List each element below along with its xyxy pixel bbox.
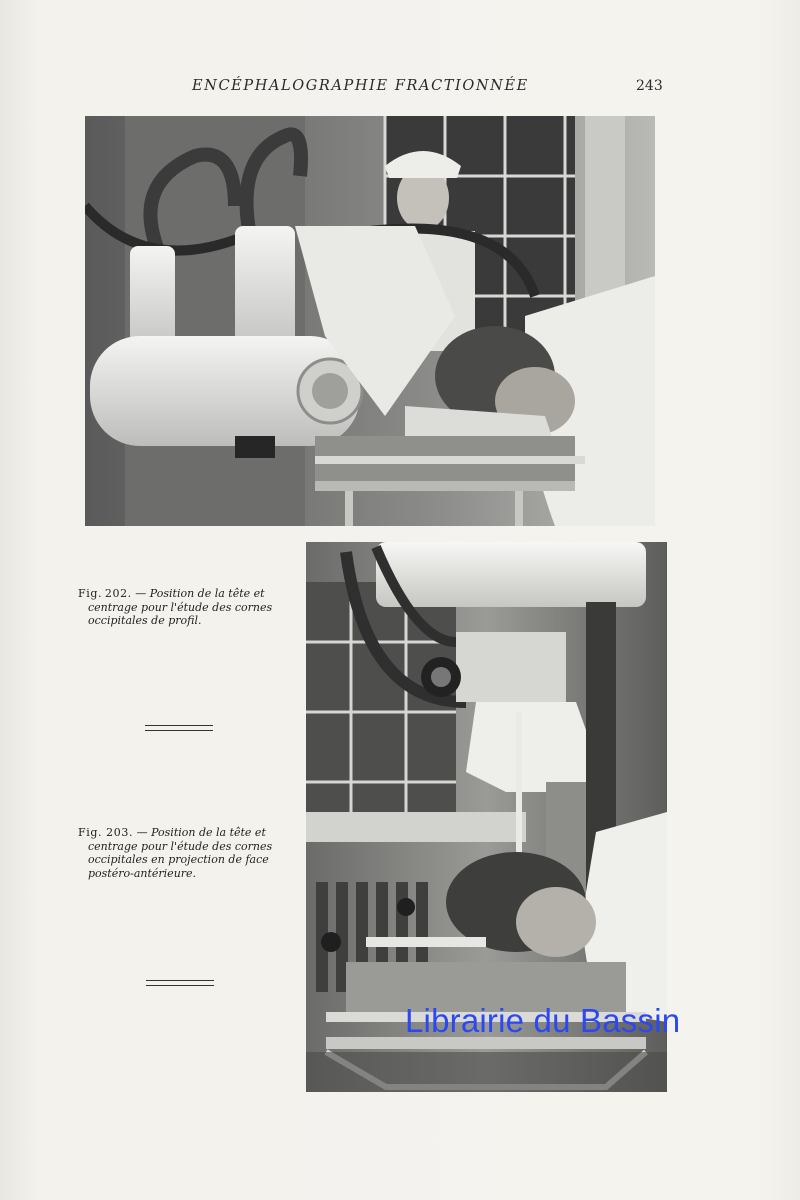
figure-203-text-line2: centrage pour l'étude des cornes — [88, 839, 273, 853]
figure-203-label: Fig. 203. — [78, 826, 134, 839]
watermark: Librairie du Bassin — [405, 1002, 681, 1039]
figure-202-text-line1: — Position de la tête et — [135, 587, 265, 600]
figure-203-caption — [78, 826, 284, 880]
figure-203-text-line3: occipitales en projection de face — [88, 853, 269, 866]
figure-202-text-line3: occipitales de profil. — [88, 614, 202, 627]
figure-203-text-line1: — Position de la tête et — [136, 826, 266, 839]
section-divider — [145, 725, 213, 731]
running-header: ENCÉPHALOGRAPHIE FRACTIONNÉE — [192, 78, 529, 94]
figure-202-caption — [78, 587, 284, 628]
figure-202-photo — [85, 116, 655, 526]
figure-203-text-line4: postéro-antérieure. — [88, 866, 197, 880]
section-divider — [146, 980, 214, 986]
page-number: 243 — [636, 78, 663, 94]
figure-202-label: Fig. 202. — [78, 587, 132, 600]
photo-202-illustration — [85, 116, 655, 526]
figure-202-text-line2: centrage pour l'étude des cornes — [88, 600, 273, 614]
